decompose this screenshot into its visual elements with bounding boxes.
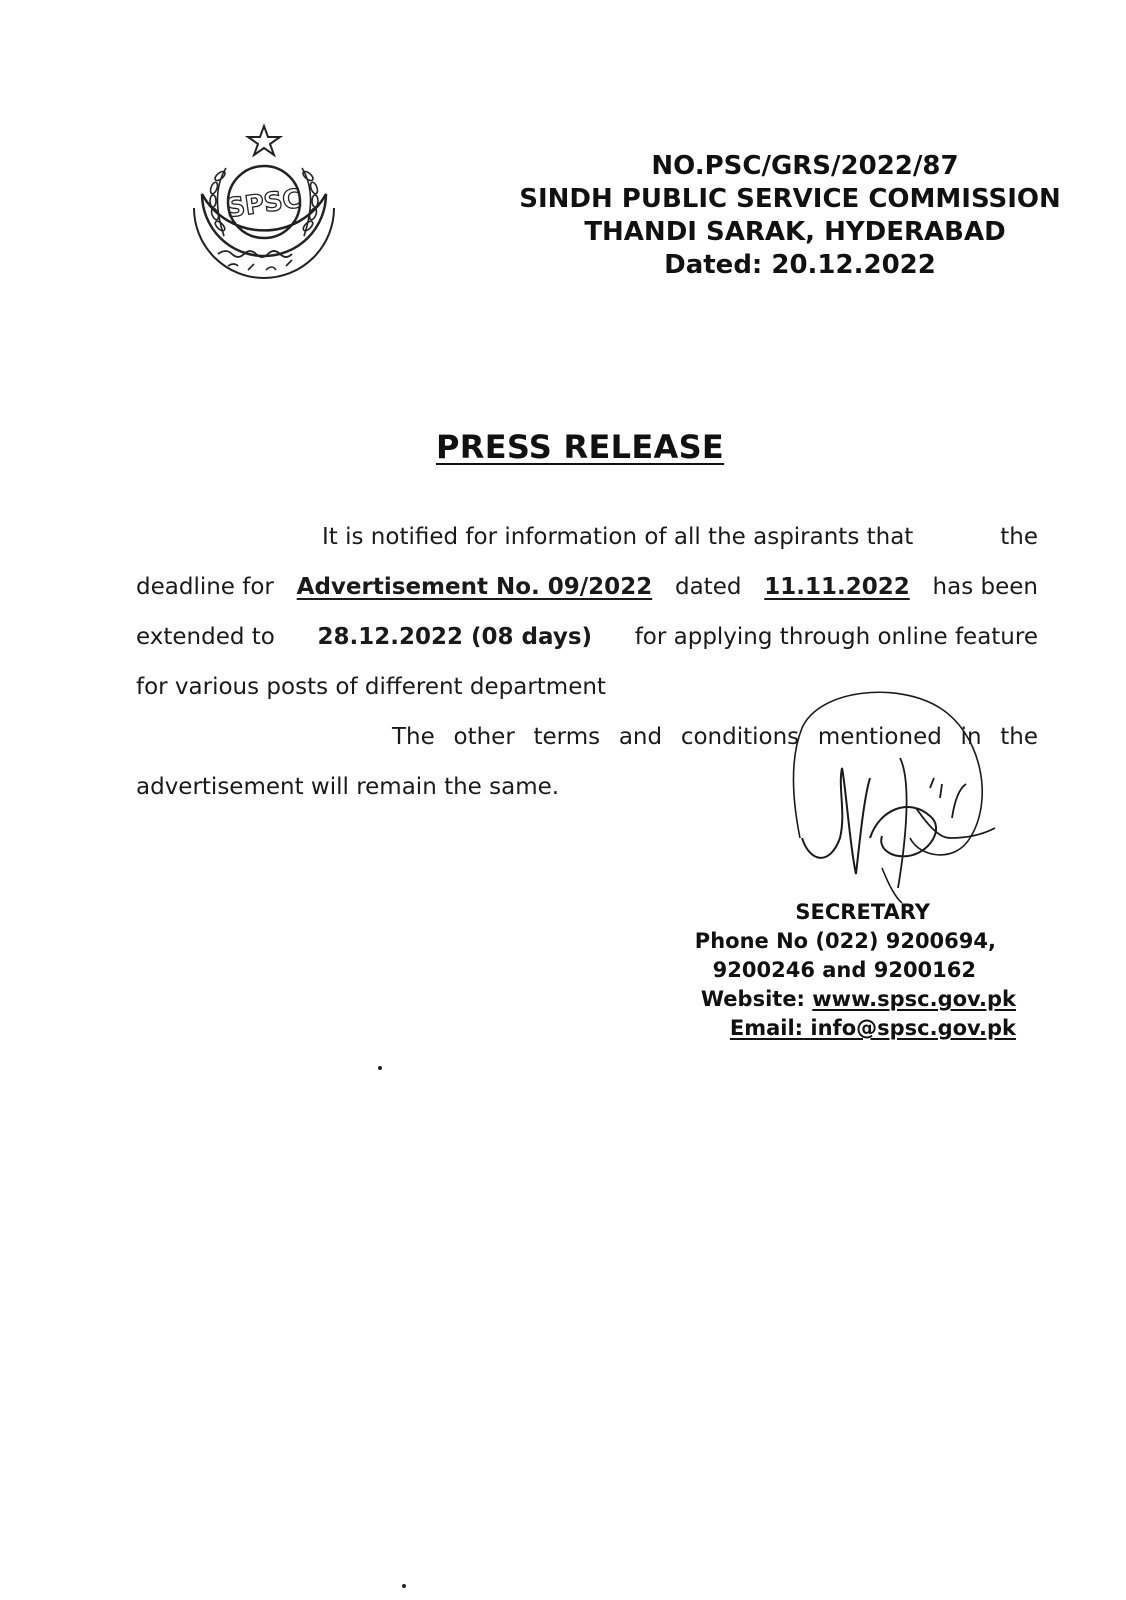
new-deadline: 28.12.2022 (08 days) [317, 624, 593, 650]
website-line [676, 985, 1016, 1014]
body-text: deadline for [136, 574, 274, 600]
star-icon [248, 126, 280, 155]
body-text: The other terms and conditions mentioned in the [392, 724, 1038, 750]
document-date: Dated: 20.12.2022 [664, 250, 936, 280]
organization-address: THANDI SARAK, HYDERABAD [584, 217, 1006, 247]
signatory-designation: SECRETARY [795, 900, 930, 924]
scan-speck [402, 1584, 406, 1588]
body-text: for applying through online feature [634, 624, 1038, 650]
email-line [676, 1014, 1016, 1043]
email-link[interactable] [730, 1016, 1016, 1040]
body-text: advertisement will remain the same. [136, 774, 560, 800]
spsc-logo [188, 124, 340, 284]
body-text: dated [674, 574, 742, 600]
body-text: It is notified for information of all the aspirants that [322, 524, 914, 550]
logo-text: SPSC [224, 183, 304, 225]
phone-numbers-more: 9200246 and 9200162 [712, 958, 976, 982]
document-title: PRESS RELEASE [436, 428, 725, 466]
body-line-3 [136, 612, 1038, 662]
body-text: the [1000, 524, 1038, 550]
body-text: has been [932, 574, 1038, 600]
website-link[interactable]: www.spsc.gov.pk [812, 987, 1016, 1011]
email-address: info@spsc.gov.pk [810, 1016, 1016, 1040]
handwritten-signature [790, 688, 1010, 928]
letterhead [500, 150, 1090, 282]
body-text: for various posts of different department [136, 674, 606, 700]
advertisement-number: Advertisement No. 09/2022 [296, 574, 653, 600]
organization-name: SINDH PUBLIC SERVICE COMMISSION [519, 184, 1061, 214]
contact-block [676, 898, 1016, 1043]
scan-speck [378, 1066, 382, 1070]
website-label: Website: [700, 987, 805, 1011]
advertisement-date: 11.11.2022 [764, 574, 910, 600]
body-text: extended to [136, 624, 275, 650]
reference-number: NO.PSC/GRS/2022/87 [651, 151, 959, 181]
body-line-1 [136, 512, 1038, 562]
email-label: Email: [729, 1016, 804, 1040]
phone-numbers: Phone No (022) 9200694, [694, 929, 996, 953]
body-line-2 [136, 562, 1038, 612]
